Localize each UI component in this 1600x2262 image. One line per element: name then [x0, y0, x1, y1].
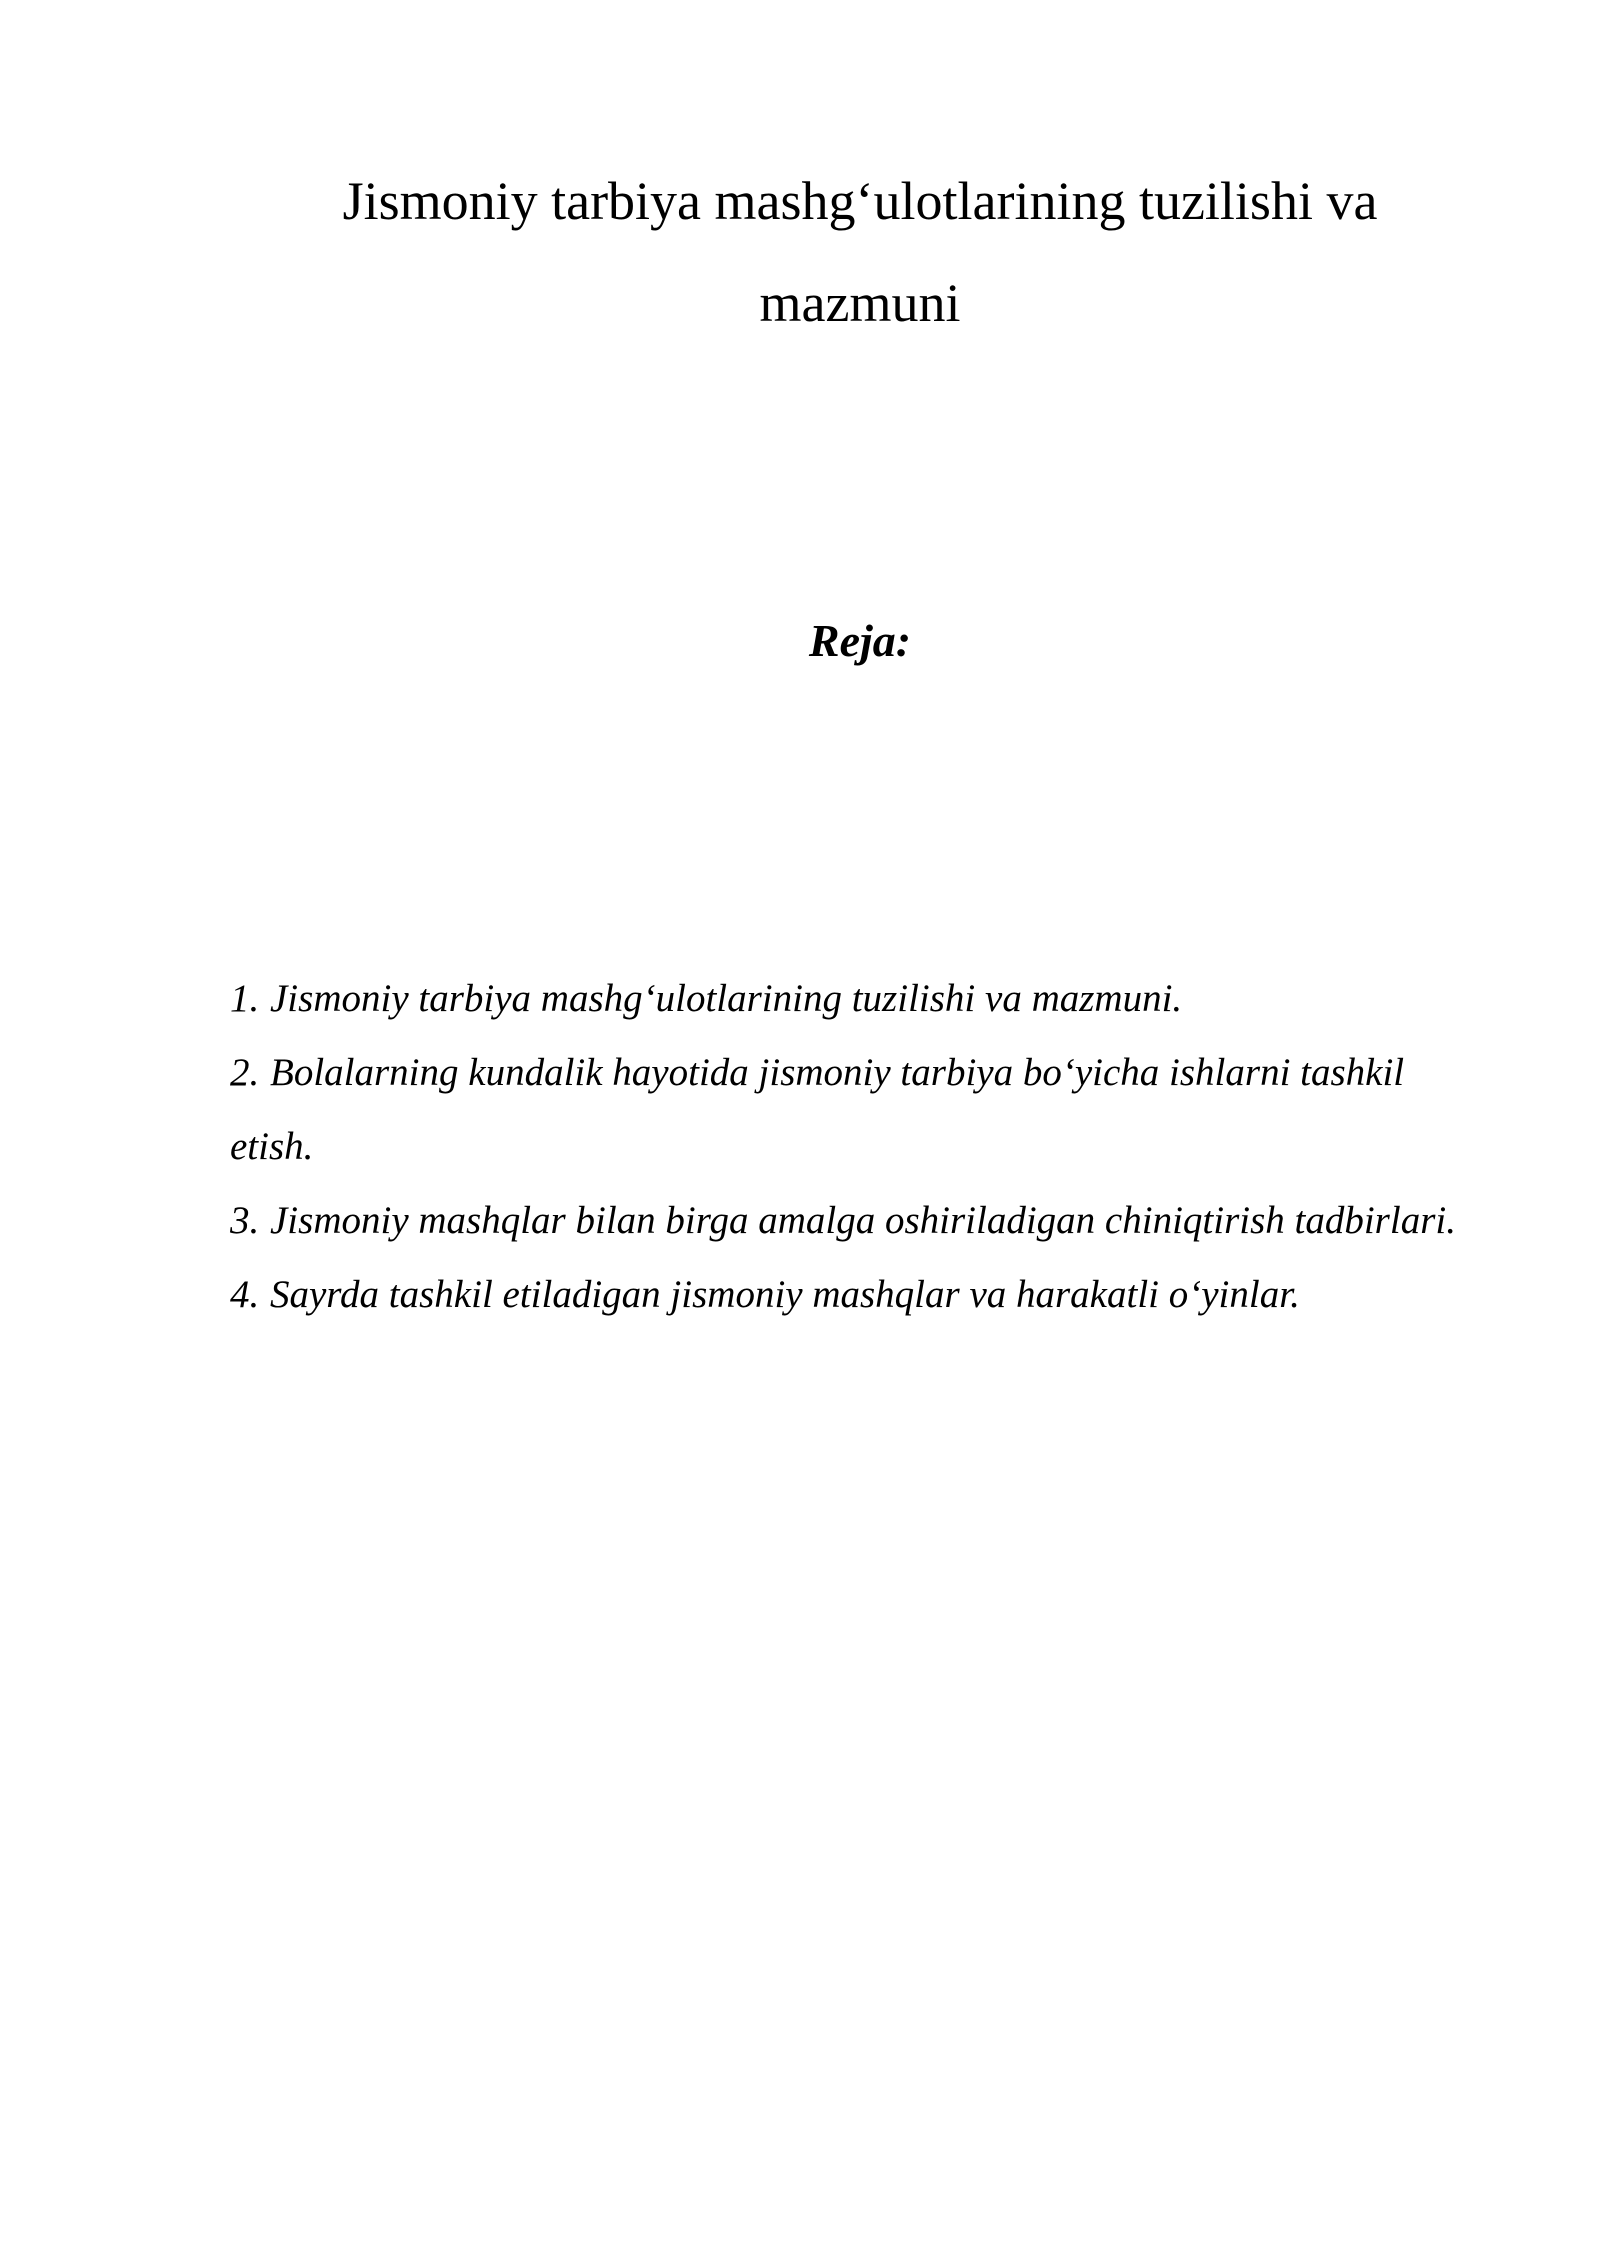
title-line-1: Jismoniy tarbiya mashg‘ulotlarining tuzilishi va	[342, 171, 1378, 231]
plan-item-number: 1.	[230, 977, 260, 1020]
plan-item-number: 4.	[230, 1273, 260, 1316]
plan-item-1	[230, 962, 1470, 1036]
plan-item-3	[230, 1184, 1470, 1258]
plan-item-number: 3.	[230, 1199, 260, 1242]
plan-list	[230, 962, 1470, 1332]
plan-item-text: Jismoniy tarbiya mashg‘ulotlarining tuzilishi va mazmuni.	[270, 977, 1183, 1020]
document-title	[230, 150, 1490, 354]
plan-item-number: 2.	[230, 1051, 260, 1094]
plan-item-text: Sayrda tashkil etiladigan jismoniy mashqlar va harakatli o‘yinlar.	[270, 1273, 1300, 1316]
plan-item-4	[230, 1258, 1470, 1332]
plan-item-text: Jismoniy mashqlar bilan birga amalga oshiriladigan chiniqtirish tadbirlari.	[270, 1199, 1456, 1242]
title-line-2: mazmuni	[759, 273, 961, 333]
plan-heading: Reja:	[808, 615, 912, 666]
plan-item-text: Bolalarning kundalik hayotida jismoniy tarbiya bo‘yicha ishlarni tashkil etish.	[230, 1051, 1405, 1168]
plan-item-2	[230, 1036, 1470, 1184]
